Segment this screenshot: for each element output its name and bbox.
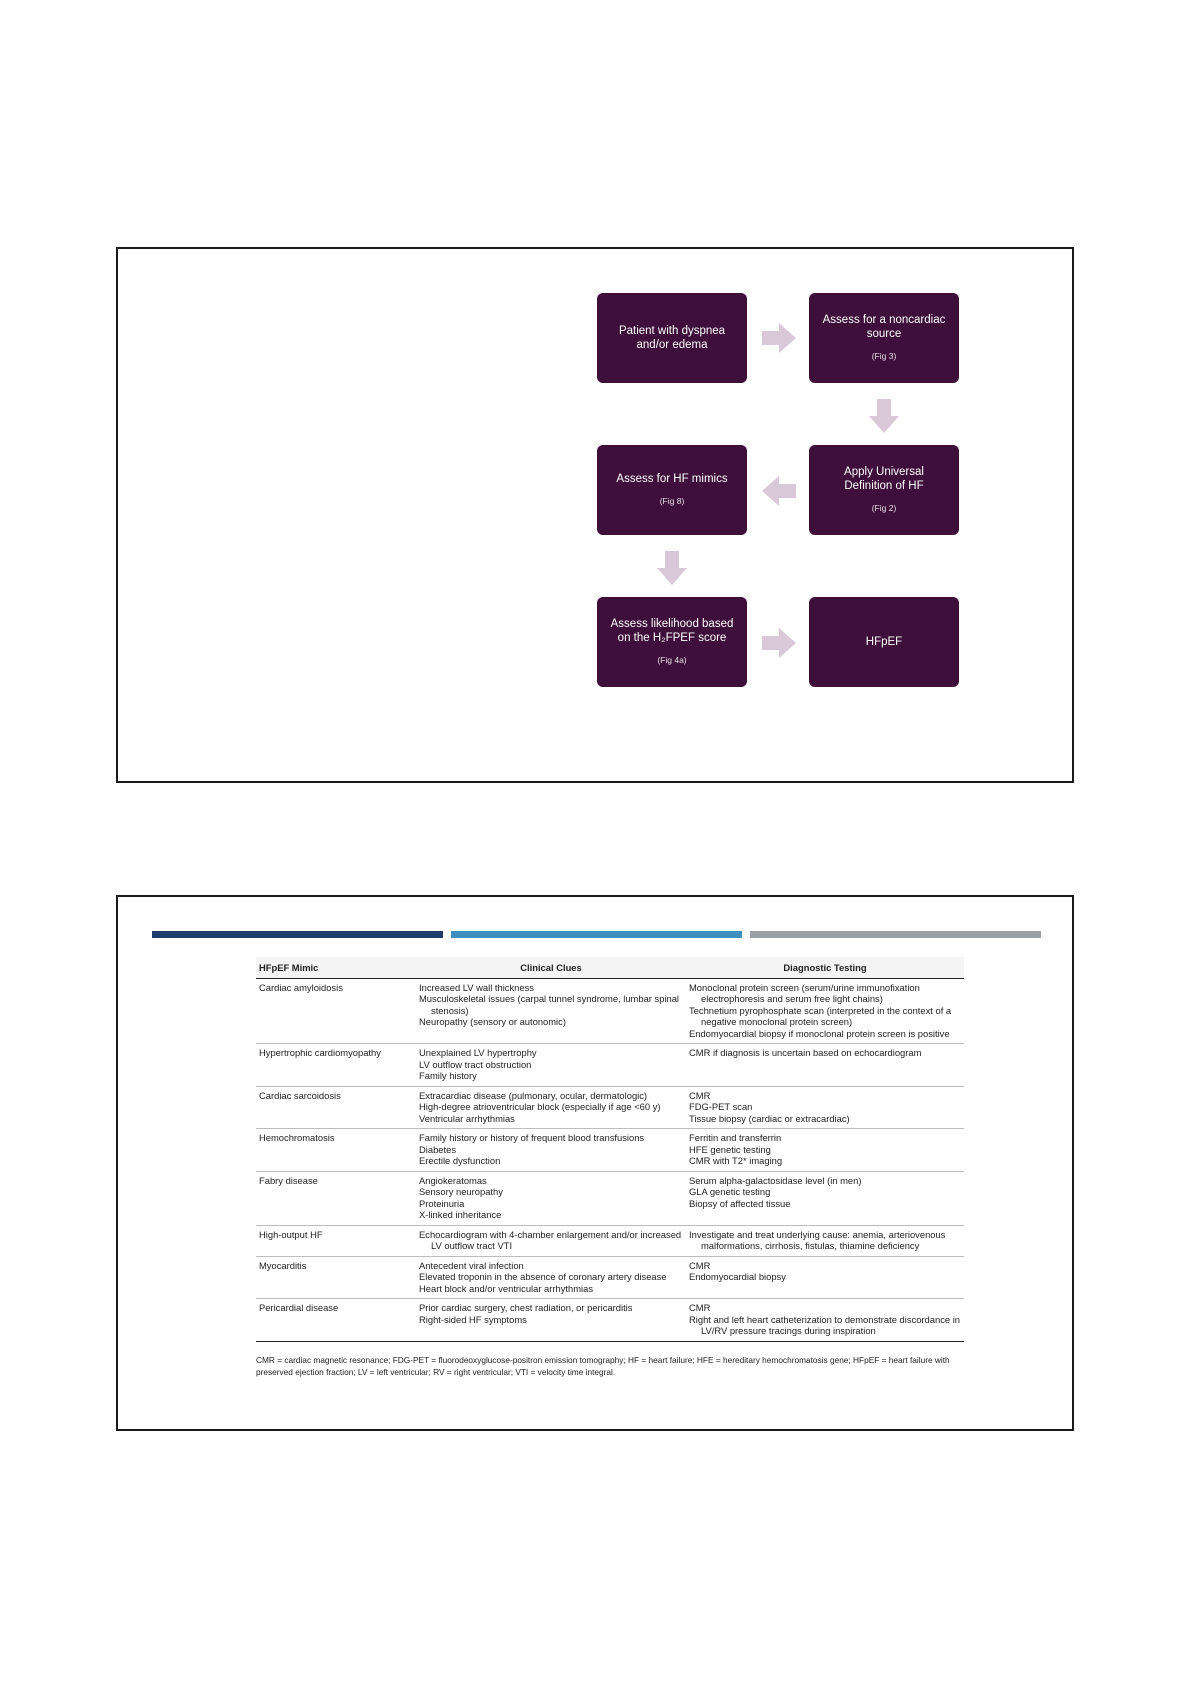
- diagnostic-testing-cell: [686, 1225, 964, 1256]
- mimic-cell: Cardiac amyloidosis: [256, 978, 416, 1044]
- flow-box-likelihood: [597, 597, 747, 687]
- clinical-clue: Angiokeratomas: [419, 1174, 487, 1186]
- mimic-cell: Hypertrophic cardiomyopathy: [256, 1044, 416, 1087]
- flow-box-ref: (Fig 4a): [657, 655, 687, 665]
- diagnostic-test: Endomyocardial biopsy if monoclonal protein screen is positive: [689, 1027, 950, 1039]
- clinical-clue: X-linked inheritance: [419, 1209, 502, 1220]
- table-footnote: CMR = cardiac magnetic resonance; FDG-PET = fluorodeoxyglucose-positron emission tomography; HF = heart failure; HFE = hereditary hemochromatosis gene; HFpEF = heart failure with preserved ejection fraction; LV = left ventricular; RV = right ventricular; VTI = velocity time integral.: [256, 1355, 950, 1377]
- flow-box-universal-definition: [809, 445, 959, 535]
- flow-box-text: Patient with dyspnea and/or edema: [618, 325, 726, 351]
- clinical-clues-cell: [416, 1256, 686, 1299]
- diagnostic-test: Biopsy of affected tissue: [689, 1197, 791, 1209]
- flow-box-hfpef: [809, 597, 959, 687]
- clinical-clue: Unexplained LV hypertrophy: [419, 1047, 537, 1058]
- table-body: [256, 978, 964, 1341]
- arrow-down-icon: [655, 551, 689, 585]
- flowchart-slide: [116, 247, 1074, 783]
- diagnostic-test: Endomyocardial biopsy: [689, 1271, 786, 1282]
- clinical-clue: Musculoskeletal issues (carpal tunnel syndrome, lumbar spinal stenosis): [419, 993, 680, 1016]
- diagnostic-test: CMR if diagnosis is uncertain based on echocardiogram: [689, 1047, 922, 1058]
- mimic-cell: Myocarditis: [256, 1256, 416, 1299]
- flow-box-ref: (Fig 3): [871, 351, 897, 361]
- clinical-clues-cell: [416, 1299, 686, 1342]
- diagnostic-testing-cell: [686, 1299, 964, 1342]
- clinical-clue: Family history or history of frequent blood transfusions: [419, 1132, 645, 1143]
- flow-box-ref: (Fig 2): [871, 503, 897, 513]
- mimic-cell: Pericardial disease: [256, 1299, 416, 1342]
- column-header: HFpEF Mimic: [256, 957, 416, 978]
- accent-bar-gray: [750, 931, 1041, 938]
- clinical-clues-cell: [416, 1225, 686, 1256]
- diagnostic-test: FDG-PET scan: [689, 1101, 753, 1112]
- clinical-clue: Elevated troponin in the absence of coronary artery disease: [419, 1271, 667, 1282]
- diagnostic-test: CMR: [689, 1302, 711, 1313]
- clinical-clue: Right-sided HF symptoms: [419, 1313, 527, 1325]
- flow-box-text: Assess likelihood based on the H₂FPEF score: [610, 618, 734, 644]
- diagnostic-test: CMR: [689, 1259, 711, 1271]
- clinical-clue: Prior cardiac surgery, chest radiation, or pericarditis: [419, 1302, 633, 1313]
- clinical-clue: Antecedent viral infection: [419, 1259, 524, 1271]
- diagnostic-test: Right and left heart catheterization to demonstrate discordance in LV/RV pressure tracings during inspiration: [689, 1313, 960, 1336]
- clinical-clues-cell: [416, 1086, 686, 1129]
- clinical-clue: Echocardiogram with 4-chamber enlargement and/or increased LV outflow tract VTI: [419, 1228, 682, 1251]
- flow-box-text: HFpEF: [865, 636, 903, 648]
- clinical-clue: Erectile dysfunction: [419, 1155, 501, 1166]
- clinical-clues-cell: [416, 1171, 686, 1225]
- column-header: Clinical Clues: [416, 957, 686, 978]
- clinical-clues-cell: [416, 1129, 686, 1172]
- diagnostic-test: CMR: [689, 1089, 711, 1101]
- accent-bar-navy: [152, 931, 443, 938]
- table-header-row: [256, 957, 964, 978]
- mimic-cell: High-output HF: [256, 1225, 416, 1256]
- table-row: [256, 1044, 964, 1087]
- flow-box-text: Assess for a noncardiac source: [822, 314, 946, 340]
- diagnostic-testing-cell: [686, 1086, 964, 1129]
- diagnostic-test: CMR with T2* imaging: [689, 1155, 783, 1166]
- hfpef-mimics-table: [256, 957, 964, 1342]
- clinical-clues-cell: [416, 978, 686, 1044]
- table-row: [256, 1256, 964, 1299]
- diagnostic-test: Ferritin and transferrin: [689, 1132, 782, 1143]
- arrow-right-icon: [762, 321, 796, 355]
- table-row: [256, 978, 964, 1044]
- flow-box-hf-mimics: [597, 445, 747, 535]
- diagnostic-test: Technetium pyrophosphate scan (interpreted in the context of a negative monoclonal protein screen): [689, 1004, 952, 1027]
- diagnostic-testing-cell: [686, 1044, 964, 1087]
- flow-box-noncardiac: [809, 293, 959, 383]
- clinical-clue: Heart block and/or ventricular arrhythmias: [419, 1282, 594, 1294]
- flow-box-ref: (Fig 8): [659, 496, 685, 506]
- flow-box-dyspnea: [597, 293, 747, 383]
- mimic-cell: Fabry disease: [256, 1171, 416, 1225]
- diagnostic-testing-cell: [686, 1129, 964, 1172]
- clinical-clue: Increased LV wall thickness: [419, 981, 534, 993]
- diagnostic-test: Serum alpha-galactosidase level (in men): [689, 1174, 862, 1186]
- clinical-clue: Diabetes: [419, 1143, 457, 1155]
- table-row: [256, 1129, 964, 1172]
- arrow-right-icon: [762, 626, 796, 660]
- table-row: [256, 1299, 964, 1342]
- table-row: [256, 1171, 964, 1225]
- clinical-clue: Family history: [419, 1070, 477, 1081]
- flow-box-text: Apply Universal Definition of HF: [844, 466, 924, 492]
- diagnostic-testing-cell: [686, 978, 964, 1044]
- diagnostic-test: Investigate and treat underlying cause: anemia, arteriovenous malformations, cirrhosis, fistulas, thiamine deficiency: [689, 1228, 946, 1251]
- diagnostic-testing-cell: [686, 1256, 964, 1299]
- clinical-clue: Sensory neuropathy: [419, 1186, 503, 1197]
- table-row: [256, 1225, 964, 1256]
- flow-box-text: Assess for HF mimics: [616, 473, 728, 485]
- diagnostic-test: HFE genetic testing: [689, 1143, 771, 1155]
- mimic-cell: Hemochromatosis: [256, 1129, 416, 1172]
- clinical-clues-cell: [416, 1044, 686, 1087]
- clinical-clue: Extracardiac disease (pulmonary, ocular, dermatologic): [419, 1089, 648, 1101]
- mimic-cell: Cardiac sarcoidosis: [256, 1086, 416, 1129]
- diagnostic-test: Monoclonal protein screen (serum/urine immunofixation electrophoresis and serum free light chains): [689, 981, 920, 1004]
- arrow-down-icon: [867, 399, 901, 433]
- accent-bar-blue: [451, 931, 742, 938]
- arrow-left-icon: [762, 474, 796, 508]
- column-header: Diagnostic Testing: [686, 957, 964, 978]
- clinical-clue: Proteinuria: [419, 1197, 465, 1209]
- clinical-clue: High-degree atrioventricular block (especially if age <60 y): [419, 1101, 661, 1112]
- diagnostic-test: GLA genetic testing: [689, 1186, 771, 1197]
- diagnostic-testing-cell: [686, 1171, 964, 1225]
- clinical-clue: Ventricular arrhythmias: [419, 1112, 515, 1124]
- mimics-table-slide: [116, 895, 1074, 1431]
- table-row: [256, 1086, 964, 1129]
- clinical-clue: LV outflow tract obstruction: [419, 1058, 532, 1070]
- diagnostic-test: Tissue biopsy (cardiac or extracardiac): [689, 1112, 850, 1124]
- clinical-clue: Neuropathy (sensory or autonomic): [419, 1016, 566, 1027]
